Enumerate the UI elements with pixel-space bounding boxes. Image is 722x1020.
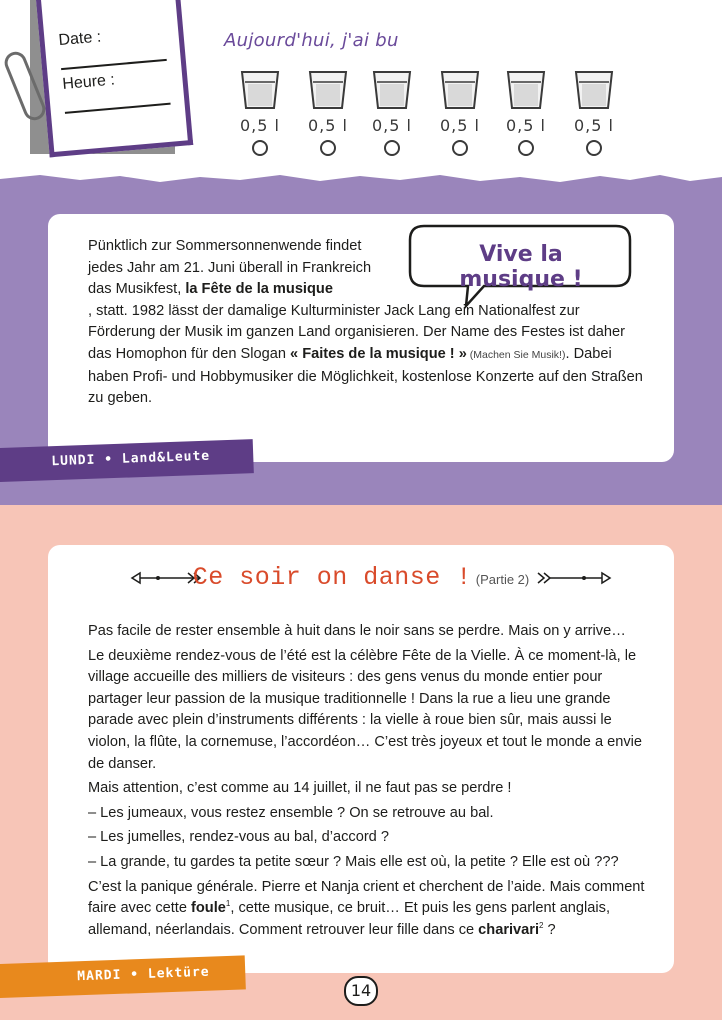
glass-volume-label: 0,5 l	[440, 116, 480, 135]
glass-volume-label: 0,5 l	[372, 116, 412, 135]
glass-volume-label: 0,5 l	[308, 116, 348, 135]
water-glass[interactable]	[436, 68, 484, 158]
lundi-card	[48, 214, 674, 462]
date-label: Date :	[57, 28, 102, 50]
glass-icon	[236, 68, 284, 112]
text-segment: Pünktlich zur Sommersonnenwende findet jedes Jahr am 21. Juni überall in Frankreich das Musikfest,	[88, 238, 372, 298]
glass-icon	[368, 68, 416, 112]
story-text	[88, 621, 648, 944]
arrow-right-decor-icon	[536, 571, 612, 585]
text-segment: C’est la panique générale. Pierre et Nanja crient et cherchent de l’aide. Mais comment faire avec cette	[88, 878, 645, 917]
text-segment: . Dabei haben Profi- und Hobbymusiker die Möglichkeit, kostenlose Konzerte auf den Straßen zu geben.	[88, 345, 643, 407]
date-line[interactable]	[61, 59, 167, 70]
vocab-term: charivari	[478, 921, 540, 938]
vocab-term: foule	[191, 900, 226, 917]
water-glass[interactable]	[236, 68, 284, 158]
water-glass[interactable]	[368, 68, 416, 158]
story-dialogue: – Les jumeaux, vous restez ensemble ? On se retrouve au bal.	[88, 804, 494, 821]
log-card	[36, 0, 193, 157]
glass-checkbox[interactable]	[518, 140, 534, 156]
story-title-text: Ce soir on danse !	[192, 563, 472, 592]
glass-icon	[502, 68, 550, 112]
bubble-text: Vive la musique !	[459, 242, 583, 292]
story-paragraph: Pas facile de rester ensemble à huit dans le noir sans se perdre. Mais on y arrive…	[88, 623, 626, 639]
water-glass[interactable]	[502, 68, 550, 158]
text-segment: , statt. 1982 lässt der damalige Kulturminister Jack Lang ein Nationalfest zur Förderung der Musik im ganzen Land organisieren. Der Name des Festes ist daher das Homophon für den Slogan	[88, 302, 625, 362]
slogan: « Faites de la musique ! »	[290, 345, 467, 362]
story-paragraph: Mais attention, c’est comme au 14 juillet, il ne faut pas se perdre !	[88, 780, 512, 797]
glass-volume-label: 0,5 l	[506, 116, 546, 135]
time-label: Heure :	[61, 71, 116, 93]
story-dialogue: – Les jumelles, rendez-vous au bal, d’accord ?	[88, 829, 389, 846]
bold-term: la Fête de la musique	[185, 281, 333, 298]
story-part: (Partie 2)	[475, 572, 530, 587]
story-dialogue: – La grande, tu gardes ta petite sœur ? Mais elle est où, la petite ? Elle est où ???	[88, 853, 619, 870]
glass-icon	[304, 68, 352, 112]
glass-checkbox[interactable]	[252, 140, 268, 156]
glass-checkbox[interactable]	[320, 140, 336, 156]
text-segment: ?	[543, 921, 556, 938]
mardi-card	[48, 545, 674, 973]
top-section	[0, 0, 722, 190]
story-paragraph-last	[88, 877, 648, 942]
water-tracker-title: Aujourd'hui, j'ai bu	[224, 30, 399, 51]
water-glass[interactable]	[570, 68, 618, 158]
glass-icon	[436, 68, 484, 112]
glass-checkbox[interactable]	[384, 140, 400, 156]
text-segment: , cette musique, ce bruit… Et puis les gens parlent anglais, allemand, néerlandais. Comment retrouver leur fille dans ce	[88, 900, 610, 938]
mardi-tag-label: MARDI • Lektüre	[77, 964, 210, 985]
translation-note: (Machen Sie Musik!)	[466, 348, 566, 361]
glass-volume-label: 0,5 l	[574, 116, 614, 135]
glass-checkbox[interactable]	[586, 140, 602, 156]
lundi-tag-label: LUNDI • Land&Leute	[51, 448, 211, 470]
page-number: 14	[344, 976, 378, 1006]
story-paragraph: Le deuxième rendez-vous de l’été est la célèbre Fête de la Vielle. À ce moment-là, le village accueille des milliers de visiteurs : des gens venus du monde entier pour partager leur passion de la musique traditionnelle ! Dans la rue a lieu une grande parade avec plein d’instruments différents : la vielle à roue bien sûr, mais aussi le violon, la flûte, la cornemuse, l’accordéon… C’est très joyeux et tout le monde a envie de danser.	[88, 647, 643, 772]
torn-edge	[0, 169, 722, 187]
water-glass[interactable]	[304, 68, 352, 158]
footnote-marker: 1	[225, 899, 231, 909]
footnote-marker: 2	[539, 920, 544, 930]
glass-checkbox[interactable]	[452, 140, 468, 156]
lundi-text-lead	[88, 236, 388, 301]
lundi-text	[88, 236, 648, 410]
glass-volume-label: 0,5 l	[240, 116, 280, 135]
glass-icon	[570, 68, 618, 112]
time-line[interactable]	[65, 103, 171, 114]
